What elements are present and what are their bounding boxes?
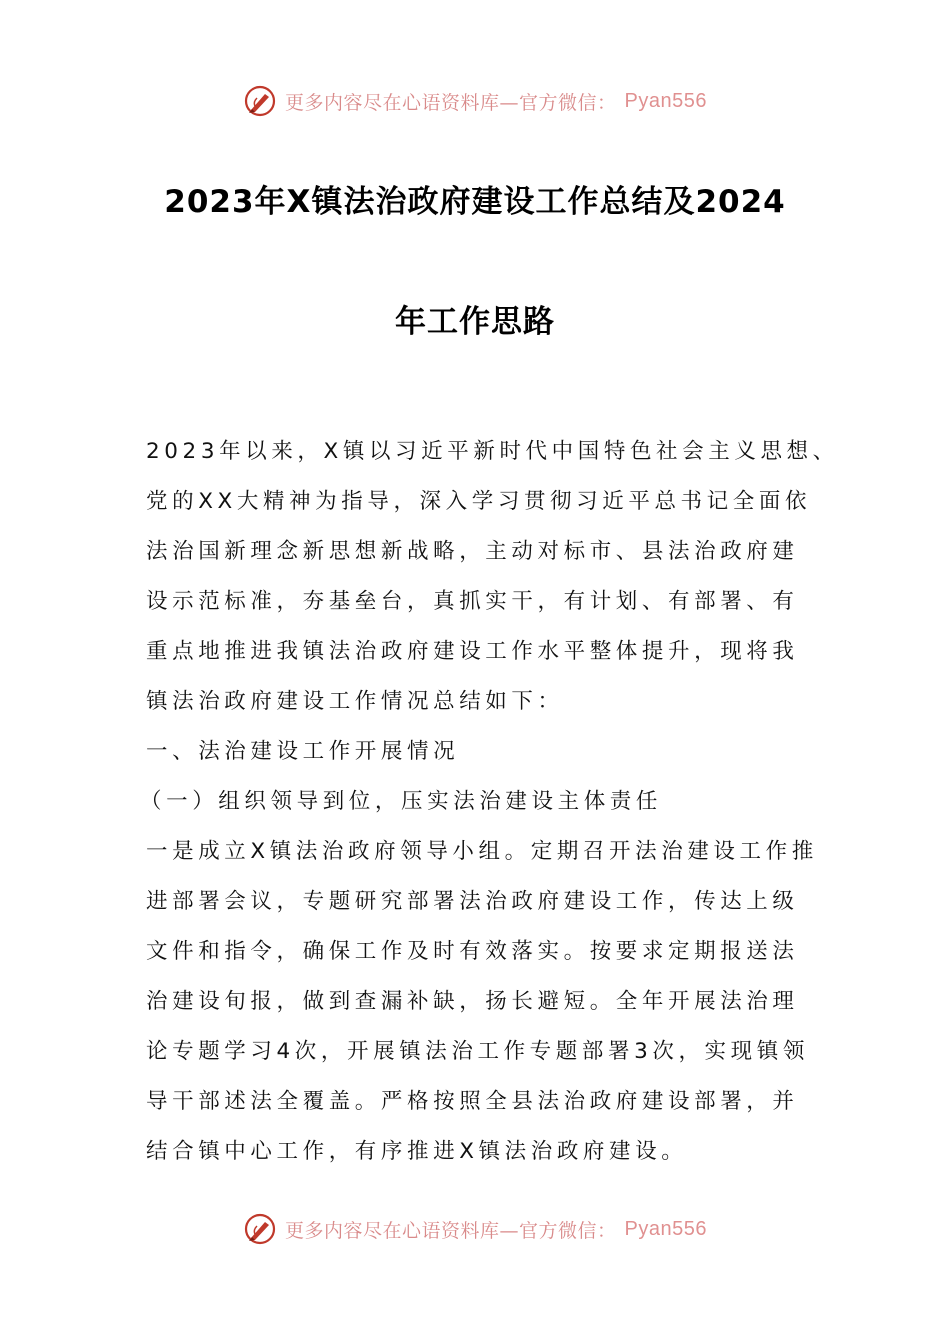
- paragraph-line: 治建设旬报，做到查漏补缺，扬长避短。全年开展法治理: [146, 989, 799, 1014]
- paragraph-line: 重点地推进我镇法治政府建设工作水平整体提升，现将我: [146, 639, 799, 664]
- paragraph-line: 2023年以来，X镇以习近平新时代中国特色社会主义思想、: [146, 439, 839, 464]
- paragraph-line: 结合镇中心工作，有序推进X镇法治政府建设。: [146, 1139, 688, 1164]
- banner-text: 更多内容尽在心语资料库—官方微信：: [285, 91, 617, 114]
- paragraph-line: 导干部述法全覆盖。严格按照全县法治政府建设部署，并: [146, 1089, 799, 1114]
- document-title-line-2: 年工作思路: [395, 304, 555, 340]
- wechat-id: Pyan556: [624, 1217, 707, 1240]
- paragraph-line: 文件和指令，确保工作及时有效落实。按要求定期报送法: [146, 939, 799, 964]
- paragraph-line: 党的XX大精神为指导，深入学习贯彻习近平总书记全面依: [146, 489, 812, 514]
- footer-watermark-banner: [0, 1212, 950, 1246]
- wechat-id: Pyan556: [624, 89, 707, 112]
- paragraph-line: 法治国新理念新思想新战略，主动对标市、县法治政府建: [146, 539, 799, 564]
- pen-logo-icon: [243, 1212, 277, 1246]
- banner-text: 更多内容尽在心语资料库—官方微信：: [285, 1219, 617, 1242]
- document-title-line-1: 2023年X镇法治政府建设工作总结及2024: [164, 184, 786, 220]
- paragraph-line: 镇法治政府建设工作情况总结如下：: [146, 689, 564, 714]
- section-heading: 一、法治建设工作开展情况: [146, 739, 460, 764]
- paragraph-line: 论专题学习4次，开展镇法治工作专题部署3次，实现镇领: [146, 1039, 809, 1064]
- subsection-heading: （一）组织领导到位，压实法治建设主体责任: [140, 789, 663, 814]
- pen-logo-icon: [243, 84, 277, 118]
- paragraph-line: 设示范标准，夯基垒台，真抓实干，有计划、有部署、有: [146, 589, 799, 614]
- paragraph-line: 一是成立X镇法治政府领导小组。定期召开法治建设工作推: [146, 839, 818, 864]
- header-watermark-banner: [0, 84, 950, 118]
- paragraph-line: 进部署会议，专题研究部署法治政府建设工作，传达上级: [146, 889, 799, 914]
